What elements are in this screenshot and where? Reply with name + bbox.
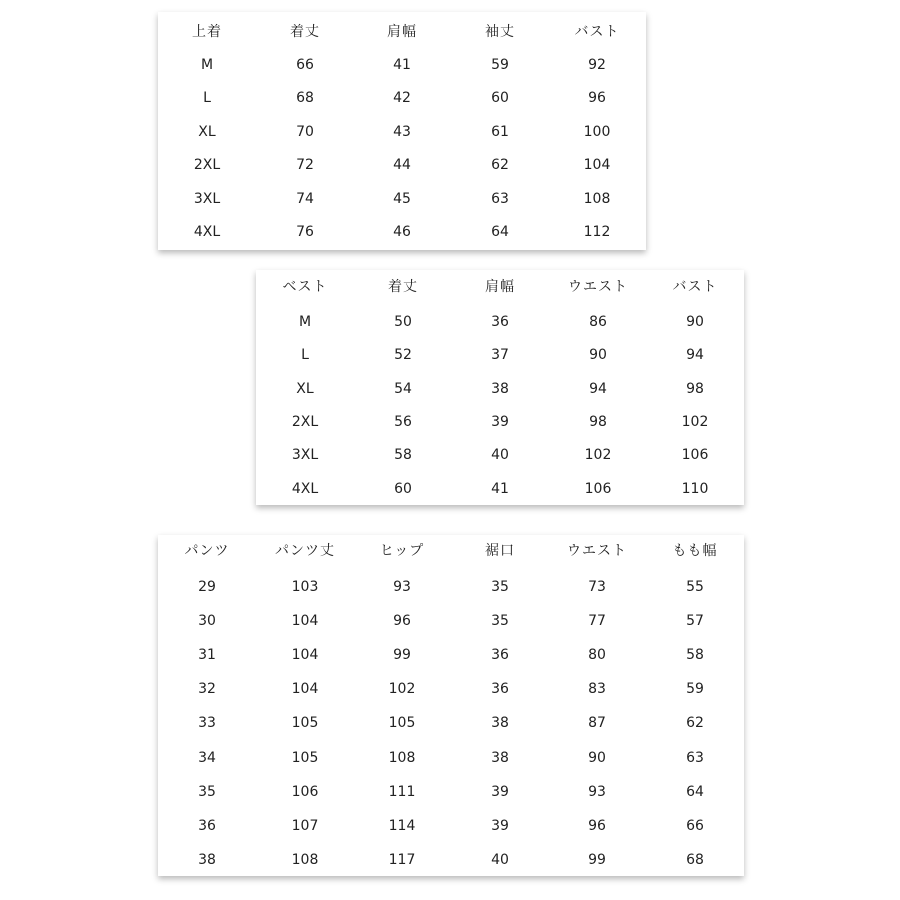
- table-cell: 110: [681, 480, 709, 497]
- column-header: パンツ: [184, 543, 230, 559]
- row-size-label: 2XL: [291, 413, 319, 430]
- table-cell: 108: [291, 851, 319, 868]
- row-size-label: 3XL: [193, 190, 221, 207]
- table-cell: 36: [491, 681, 509, 698]
- table-cell: 64: [686, 783, 704, 800]
- table-cell: 61: [491, 123, 509, 140]
- column-header: ウエスト: [568, 279, 628, 295]
- table-cell: 54: [394, 380, 412, 397]
- row-size-label: M: [298, 314, 312, 330]
- table-cell: 76: [296, 224, 314, 240]
- table-cell: 41: [393, 57, 411, 73]
- row-size-label: 33: [198, 715, 216, 732]
- table-cell: 117: [388, 851, 416, 868]
- table-cell: 90: [588, 749, 606, 766]
- table-cell: 99: [393, 647, 411, 664]
- table-cell: 102: [584, 447, 612, 464]
- table-cell: 93: [393, 579, 411, 595]
- table-cell: 96: [588, 817, 606, 834]
- table-cell: 42: [393, 90, 411, 107]
- row-size-label: 29: [198, 579, 216, 595]
- table-cell: 96: [588, 90, 606, 107]
- table-cell: 35: [491, 579, 509, 595]
- table-cell: 105: [388, 715, 416, 732]
- jacket-size-table: [158, 12, 646, 250]
- row-size-label: 4XL: [291, 480, 319, 497]
- table-cell: 94: [686, 347, 704, 364]
- table-cell: 62: [686, 715, 704, 732]
- table-cell: 112: [583, 224, 611, 240]
- table-cell: 87: [588, 715, 606, 732]
- table-cell: 60: [394, 480, 412, 497]
- table-cell: 68: [296, 90, 314, 107]
- table-cell: 38: [491, 380, 509, 397]
- table-cell: 60: [491, 90, 509, 107]
- table-cell: 99: [588, 851, 606, 868]
- table-cell: 59: [686, 681, 704, 698]
- table-cell: 98: [686, 380, 704, 397]
- table-cell: 73: [588, 579, 606, 595]
- column-header: パンツ丈: [275, 543, 335, 559]
- table-cell: 90: [686, 314, 704, 330]
- table-cell: 104: [291, 681, 319, 698]
- table-cell: 94: [589, 380, 607, 397]
- table-cell: 40: [491, 851, 509, 868]
- table-cell: 64: [491, 224, 509, 240]
- table-cell: 55: [686, 579, 704, 595]
- column-header: 肩幅: [387, 24, 417, 40]
- table-cell: 104: [291, 613, 319, 630]
- table-cell: 103: [291, 579, 319, 595]
- row-size-label: L: [301, 347, 309, 364]
- column-header: 裾口: [485, 543, 515, 559]
- table-cell: 56: [394, 413, 412, 430]
- table-cell: 102: [388, 681, 416, 698]
- table-cell: 93: [588, 783, 606, 800]
- table-cell: 38: [491, 749, 509, 766]
- table-cell: 90: [589, 347, 607, 364]
- table-cell: 52: [394, 347, 412, 364]
- table-cell: 107: [291, 817, 319, 834]
- table-cell: 66: [686, 817, 704, 834]
- table-cell: 96: [393, 613, 411, 630]
- table-cell: 58: [686, 647, 704, 664]
- column-header: バスト: [574, 24, 620, 40]
- row-size-label: 34: [198, 749, 216, 766]
- column-header: ウエスト: [567, 543, 627, 559]
- column-header: 着丈: [388, 279, 418, 295]
- table-cell: 114: [388, 817, 416, 834]
- table-cell: 37: [491, 347, 509, 364]
- table-cell: 72: [296, 157, 314, 174]
- table-cell: 62: [491, 157, 509, 174]
- vest-size-table: [256, 270, 744, 505]
- row-size-label: L: [203, 90, 211, 107]
- column-header: 着丈: [290, 24, 320, 40]
- table-cell: 70: [296, 123, 314, 140]
- table-cell: 59: [491, 57, 509, 73]
- table-cell: 106: [291, 783, 319, 800]
- row-size-label: M: [200, 57, 214, 73]
- table-cell: 63: [686, 749, 704, 766]
- column-header: もも幅: [672, 543, 718, 559]
- row-size-label: XL: [198, 123, 216, 140]
- table-cell: 38: [491, 715, 509, 732]
- table-cell: 100: [583, 123, 611, 140]
- row-size-label: 2XL: [193, 157, 221, 174]
- row-size-label: 4XL: [193, 224, 221, 240]
- row-size-label: XL: [296, 380, 314, 397]
- pants-size-table: [158, 535, 744, 876]
- row-size-label: 31: [198, 647, 216, 664]
- table-cell: 98: [589, 413, 607, 430]
- table-cell: 74: [296, 190, 314, 207]
- table-cell: 108: [388, 749, 416, 766]
- table-cell: 46: [393, 224, 411, 240]
- column-header: 肩幅: [485, 279, 515, 295]
- table-cell: 105: [291, 715, 319, 732]
- table-cell: 58: [394, 447, 412, 464]
- table-cell: 36: [491, 314, 509, 330]
- table-cell: 106: [681, 447, 709, 464]
- row-size-label: 3XL: [291, 447, 319, 464]
- table-cell: 41: [491, 480, 509, 497]
- row-size-label: 32: [198, 681, 216, 698]
- table-cell: 39: [491, 783, 509, 800]
- table-cell: 111: [388, 783, 416, 800]
- table-cell: 104: [583, 157, 611, 174]
- column-header: 上着: [192, 24, 222, 40]
- row-size-label: 38: [198, 851, 216, 868]
- table-cell: 86: [589, 314, 607, 330]
- table-cell: 83: [588, 681, 606, 698]
- row-size-label: 30: [198, 613, 216, 630]
- row-size-label: 35: [198, 783, 216, 800]
- table-cell: 108: [583, 190, 611, 207]
- table-cell: 92: [588, 57, 606, 73]
- table-cell: 104: [291, 647, 319, 664]
- table-cell: 45: [393, 190, 411, 207]
- column-header: 袖丈: [485, 24, 515, 40]
- table-cell: 39: [491, 817, 509, 834]
- table-cell: 80: [588, 647, 606, 664]
- table-cell: 40: [491, 447, 509, 464]
- table-cell: 106: [584, 480, 612, 497]
- table-cell: 105: [291, 749, 319, 766]
- table-cell: 57: [686, 613, 704, 630]
- table-cell: 39: [491, 413, 509, 430]
- table-cell: 50: [394, 314, 412, 330]
- table-cell: 68: [686, 851, 704, 868]
- column-header: ヒップ: [379, 543, 425, 559]
- table-cell: 102: [681, 413, 709, 430]
- table-cell: 77: [588, 613, 606, 630]
- table-cell: 36: [491, 647, 509, 664]
- row-size-label: 36: [198, 817, 216, 834]
- table-cell: 44: [393, 157, 411, 174]
- column-header: バスト: [672, 279, 718, 295]
- table-cell: 35: [491, 613, 509, 630]
- table-cell: 43: [393, 123, 411, 140]
- column-header: ベスト: [282, 279, 328, 295]
- table-cell: 63: [491, 190, 509, 207]
- table-cell: 66: [296, 57, 314, 73]
